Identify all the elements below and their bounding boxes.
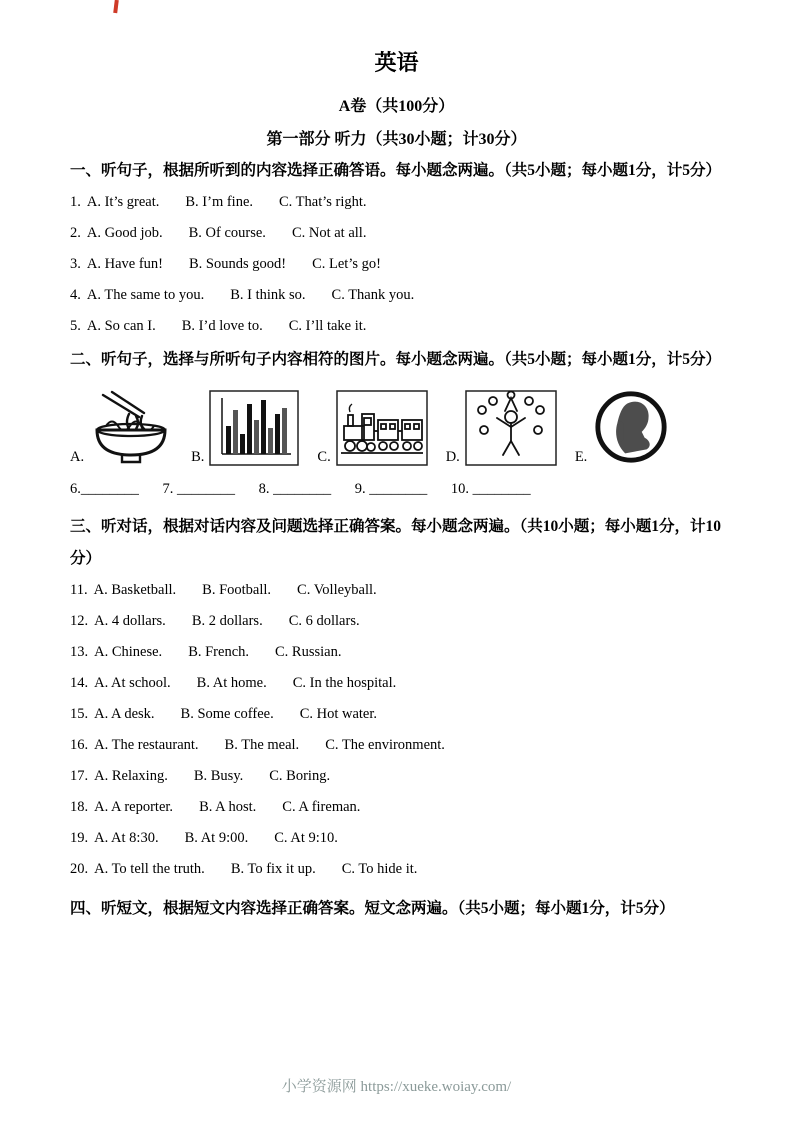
question-number: 15. xyxy=(70,706,89,722)
option-a[interactable]: A. 4 dollars. xyxy=(94,613,166,629)
question-line xyxy=(70,854,723,885)
section2-heading: 二、听句子，选择与所听句子内容相符的图片。每小题念两遍。（共5小题；每小题1分，计5分） xyxy=(70,351,722,368)
question-line xyxy=(70,311,723,342)
option-b[interactable]: B. The meal. xyxy=(224,737,300,753)
blank-10[interactable]: 10. ________ xyxy=(450,481,531,497)
question-line xyxy=(70,730,723,761)
question-line xyxy=(70,249,723,280)
question-line xyxy=(70,637,723,668)
question-line xyxy=(70,187,723,218)
question-number: 18. xyxy=(70,799,89,815)
option-b[interactable]: B. Football. xyxy=(202,582,272,598)
option-a[interactable]: A. A desk. xyxy=(94,706,155,722)
answer-blanks xyxy=(70,474,723,505)
option-b[interactable]: B. A host. xyxy=(199,799,257,815)
option-b[interactable]: B. Sounds good! xyxy=(188,256,287,272)
section1-heading: 一、听句子，根据所听到的内容选择正确答语。每小题念两遍。（共5小题；每小题1分，计5分） xyxy=(70,162,722,179)
option-b[interactable]: B. To fix it up. xyxy=(230,861,316,877)
section4-heading: 四、听短文，根据短文内容选择正确答案。短文念两遍。（共5小题；每小题1分，计5分） xyxy=(70,900,675,917)
option-a[interactable]: A. Have fun! xyxy=(86,256,163,272)
option-a[interactable]: A. Good job. xyxy=(86,225,163,241)
question-number: 20. xyxy=(70,861,89,877)
question-number: 14. xyxy=(70,675,89,691)
option-a[interactable]: A. The same to you. xyxy=(86,287,205,303)
option-c[interactable]: C. Let’s go! xyxy=(312,256,381,272)
question-line xyxy=(70,761,723,792)
section3-questions xyxy=(70,575,723,885)
question-line xyxy=(70,218,723,249)
question-line xyxy=(70,606,723,637)
option-b[interactable]: B. Of course. xyxy=(188,225,266,241)
watermark-footer: 小学资源网 https://xueke.woiay.com/ xyxy=(281,1079,512,1095)
page-title: 英语 xyxy=(374,50,419,75)
blank-9[interactable]: 9. ________ xyxy=(354,481,428,497)
question-number: 12. xyxy=(70,613,89,629)
option-b[interactable]: B. Some coffee. xyxy=(180,706,274,722)
question-number: 17. xyxy=(70,768,89,784)
option-a[interactable]: A. At 8:30. xyxy=(94,830,159,846)
option-b[interactable]: B. 2 dollars. xyxy=(191,613,263,629)
option-b[interactable]: B. French. xyxy=(188,644,249,660)
option-c[interactable]: C. I’ll take it. xyxy=(288,318,367,334)
question-number: 11. xyxy=(70,582,88,598)
option-c[interactable]: C. The environment. xyxy=(325,737,445,753)
blank-8[interactable]: 8. ________ xyxy=(258,481,332,497)
image-item-a xyxy=(70,390,173,466)
option-a[interactable]: A. To tell the truth. xyxy=(94,861,205,877)
question-number: 5. xyxy=(70,318,81,334)
option-c[interactable]: C. Russian. xyxy=(275,644,342,660)
blank-7[interactable]: 7. ________ xyxy=(162,481,235,497)
train-image xyxy=(336,390,428,466)
question-number: 4. xyxy=(70,287,81,303)
option-a[interactable]: A. So can I. xyxy=(86,318,156,334)
image-label-d: D. xyxy=(445,449,460,465)
juggler-image xyxy=(465,390,557,466)
option-a[interactable]: A. Chinese. xyxy=(94,644,163,660)
image-label-c: C. xyxy=(317,449,331,465)
option-a[interactable]: A. The restaurant. xyxy=(94,737,199,753)
option-a[interactable]: A. A reporter. xyxy=(94,799,174,815)
paper-subtitle: A卷（共100分） xyxy=(338,98,455,115)
image-item-e xyxy=(575,388,670,466)
option-c[interactable]: C. Volleyball. xyxy=(297,582,377,598)
option-c[interactable]: C. To hide it. xyxy=(341,861,418,877)
option-c[interactable]: C. At 9:10. xyxy=(274,830,338,846)
question-number: 1. xyxy=(70,194,81,210)
image-label-e: E. xyxy=(574,449,588,465)
question-line xyxy=(70,575,723,606)
option-b[interactable]: B. At home. xyxy=(196,675,267,691)
option-a[interactable]: A. It’s great. xyxy=(86,194,160,210)
image-label-a: A. xyxy=(70,449,85,465)
image-item-d xyxy=(446,390,557,466)
option-c[interactable]: C. Not at all. xyxy=(291,225,367,241)
section1-questions xyxy=(70,187,723,342)
listening-images-row xyxy=(70,388,723,466)
option-b[interactable]: B. I’m fine. xyxy=(185,194,254,210)
noodle-bowl-image xyxy=(89,390,173,466)
question-line xyxy=(70,280,723,311)
option-c[interactable]: C. 6 dollars. xyxy=(288,613,360,629)
quiet-gesture-image xyxy=(592,388,670,466)
question-line xyxy=(70,668,723,699)
option-b[interactable]: B. At 9:00. xyxy=(184,830,249,846)
option-c[interactable]: C. Boring. xyxy=(269,768,331,784)
part-heading: 第一部分 听力（共30小题；计30分） xyxy=(266,131,527,148)
option-c[interactable]: C. That’s right. xyxy=(279,194,367,210)
question-line xyxy=(70,699,723,730)
question-number: 16. xyxy=(70,737,89,753)
blank-6[interactable]: 6.________ xyxy=(70,481,139,497)
question-number: 3. xyxy=(70,256,81,272)
question-number: 13. xyxy=(70,644,89,660)
option-b[interactable]: B. I think so. xyxy=(230,287,306,303)
question-line xyxy=(70,792,723,823)
option-b[interactable]: B. I’d love to. xyxy=(181,318,263,334)
option-c[interactable]: C. Hot water. xyxy=(299,706,378,722)
option-c[interactable]: C. Thank you. xyxy=(331,287,415,303)
bar-chart-image xyxy=(209,390,299,466)
option-c[interactable]: C. In the hospital. xyxy=(292,675,397,691)
question-number: 2. xyxy=(70,225,81,241)
image-item-c xyxy=(317,390,427,466)
option-b[interactable]: B. Busy. xyxy=(193,768,244,784)
question-number: 19. xyxy=(70,830,89,846)
image-item-b xyxy=(191,390,299,466)
option-a[interactable]: A. Basketball. xyxy=(93,582,177,598)
option-c[interactable]: C. A fireman. xyxy=(282,799,361,815)
option-a[interactable]: A. Relaxing. xyxy=(94,768,168,784)
question-line xyxy=(70,823,723,854)
option-a[interactable]: A. At school. xyxy=(94,675,171,691)
image-label-b: B. xyxy=(191,449,205,465)
section3-heading: 三、听对话，根据对话内容及问题选择正确答案。每小题念两遍。（共10小题；每小题1分，计10分） xyxy=(70,518,722,567)
